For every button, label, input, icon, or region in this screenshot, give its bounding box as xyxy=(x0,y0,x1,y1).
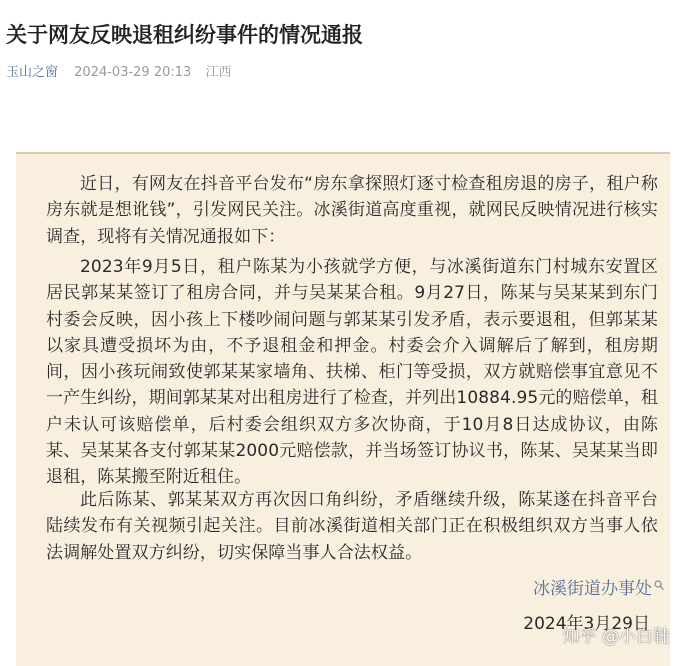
notice-signature: 冰溪街道办事处 xyxy=(533,579,652,599)
notice-paragraph-1: 近日，有网友在抖音平台发布“房东拿探照灯逐寸检查租房退的房子，租户称房东就是想讹钱”，引发网民关注。冰溪街道高度重视，就网民反映情况进行核实调查，现将有关情况通报如下： xyxy=(46,174,658,247)
account-name-link[interactable]: 玉山之窗 xyxy=(6,65,59,80)
notice-paragraph-2: 2023年9月5日，租户陈某为小孩就学方便，与冰溪街道东门村城东安置区居民郭某某签订了租房合同，并与吴某某合租。9月27日，陈某与吴某某到东门村委会反映，因小孩上下楼吵闹问题与郭某某引发矛盾，表示要退租，但郭某某以家具遭受损坏为由，不予退租金和押金。村委会介入调解后了解到，租房期间，因小孩玩闹致使郭某某家墙角、扶梯、柜门等受损，双方就赔偿事宜意见不一产生纠纷，期间郭某某对出租房进行了检查，并列出10884.95元的赔偿单，租户未认可该赔偿单，后村委会组织双方多次协商，于10月8日达成协议，由陈某、吴某某各支付郭某某2000元赔偿款，并当场签订协议书，陈某、吴某某当即退租，陈某搬至附近租住。 xyxy=(46,257,659,488)
search-icon xyxy=(654,580,664,590)
publish-location: 江西 xyxy=(205,65,232,80)
zhihu-watermark: 知乎 @小白鞋 xyxy=(562,627,670,647)
notice-paragraph-3: 此后陈某、郭某某双方再次因口角纠纷，矛盾继续升级，陈某遂在抖音平台陆续发布有关视频引起关注。目前冰溪街道相关部门正在积极组织双方当事人依法调解处置双方纠纷，切实保障当事人合法权益。 xyxy=(46,490,658,563)
notice-image-card xyxy=(16,152,670,666)
article-meta xyxy=(6,64,231,82)
notice-date: 2024年3月29日 xyxy=(523,614,650,634)
publish-datetime: 2024-03-29 20:13 xyxy=(74,65,192,80)
article-title: 关于网友反映退租纠纷事件的情况通报 xyxy=(6,23,363,47)
